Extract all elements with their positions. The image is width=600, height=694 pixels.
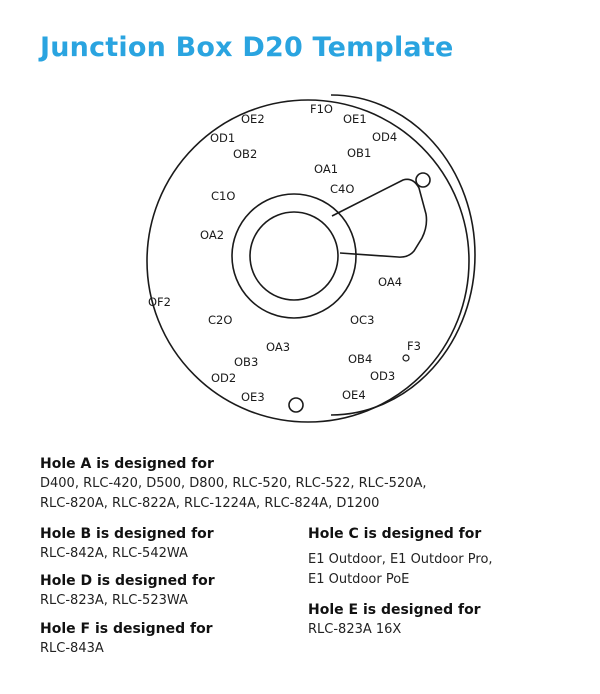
hole-E3: OE3 (241, 390, 265, 404)
hole-F3-marker (403, 355, 409, 361)
hole-E1: OE1 (343, 112, 367, 126)
outer-plate-circle (147, 100, 469, 422)
hole-F2: OF2 (148, 295, 171, 309)
hole-D4: OD4 (372, 130, 398, 144)
hole-F3: F3 (407, 339, 421, 353)
hole-b-heading: Hole B is designed for (40, 526, 214, 542)
mount-hole-bottom (289, 398, 303, 412)
hole-f-heading: Hole F is designed for (40, 621, 213, 637)
hole-d-heading: Hole D is designed for (40, 573, 215, 589)
hole-B1: OB1 (347, 146, 372, 160)
hole-E4: OE4 (342, 388, 366, 402)
rear-rim-arc (331, 95, 475, 415)
hole-d-info (40, 571, 215, 611)
hole-a-models-line2: RLC-820A, RLC-822A, RLC-1224A, RLC-824A, D1200 (40, 496, 380, 511)
hole-f-models: RLC-843A (40, 641, 104, 656)
hole-b-info (40, 524, 214, 564)
hole-E2: OE2 (241, 112, 265, 126)
hole-c-models-line2: E1 Outdoor PoE (308, 572, 410, 587)
hole-B3: OB3 (234, 355, 259, 369)
hole-C3: OC3 (350, 313, 375, 327)
hole-B4: OB4 (348, 352, 373, 366)
hole-D2: OD2 (211, 371, 237, 385)
hole-C2: C2O (208, 313, 233, 327)
mount-hole-top-right (416, 173, 430, 187)
hole-A4: OA4 (378, 275, 403, 289)
hole-d-models: RLC-823A, RLC-523WA (40, 593, 188, 608)
hole-a-info (40, 454, 427, 514)
hole-a-heading: Hole A is designed for (40, 456, 214, 472)
hole-A3: OA3 (266, 340, 291, 354)
page-title: Junction Box D20 Template (40, 32, 454, 63)
hole-C4: C4O (330, 182, 355, 196)
hole-D1: OD1 (210, 131, 236, 145)
hole-C1: C1O (211, 189, 236, 203)
center-ring-inner (250, 212, 338, 300)
hole-A2: OA2 (200, 228, 225, 242)
hole-B2: OB2 (233, 147, 258, 161)
hole-A1: OA1 (314, 162, 339, 176)
hole-c-models-line1: E1 Outdoor, E1 Outdoor Pro, (308, 552, 493, 567)
hole-f-info (40, 619, 213, 659)
hole-e-models: RLC-823A 16X (308, 622, 402, 637)
hole-a-models-line1: D400, RLC-420, D500, D800, RLC-520, RLC-522, RLC-520A, (40, 476, 427, 491)
hole-F1: F1O (310, 102, 333, 116)
hole-e-heading: Hole E is designed for (308, 602, 481, 618)
hole-c-info (308, 524, 493, 590)
hole-b-models: RLC-842A, RLC-542WA (40, 546, 188, 561)
hole-c-heading: Hole C is designed for (308, 526, 482, 542)
hole-D3: OD3 (370, 369, 396, 383)
hole-e-info (308, 600, 481, 640)
